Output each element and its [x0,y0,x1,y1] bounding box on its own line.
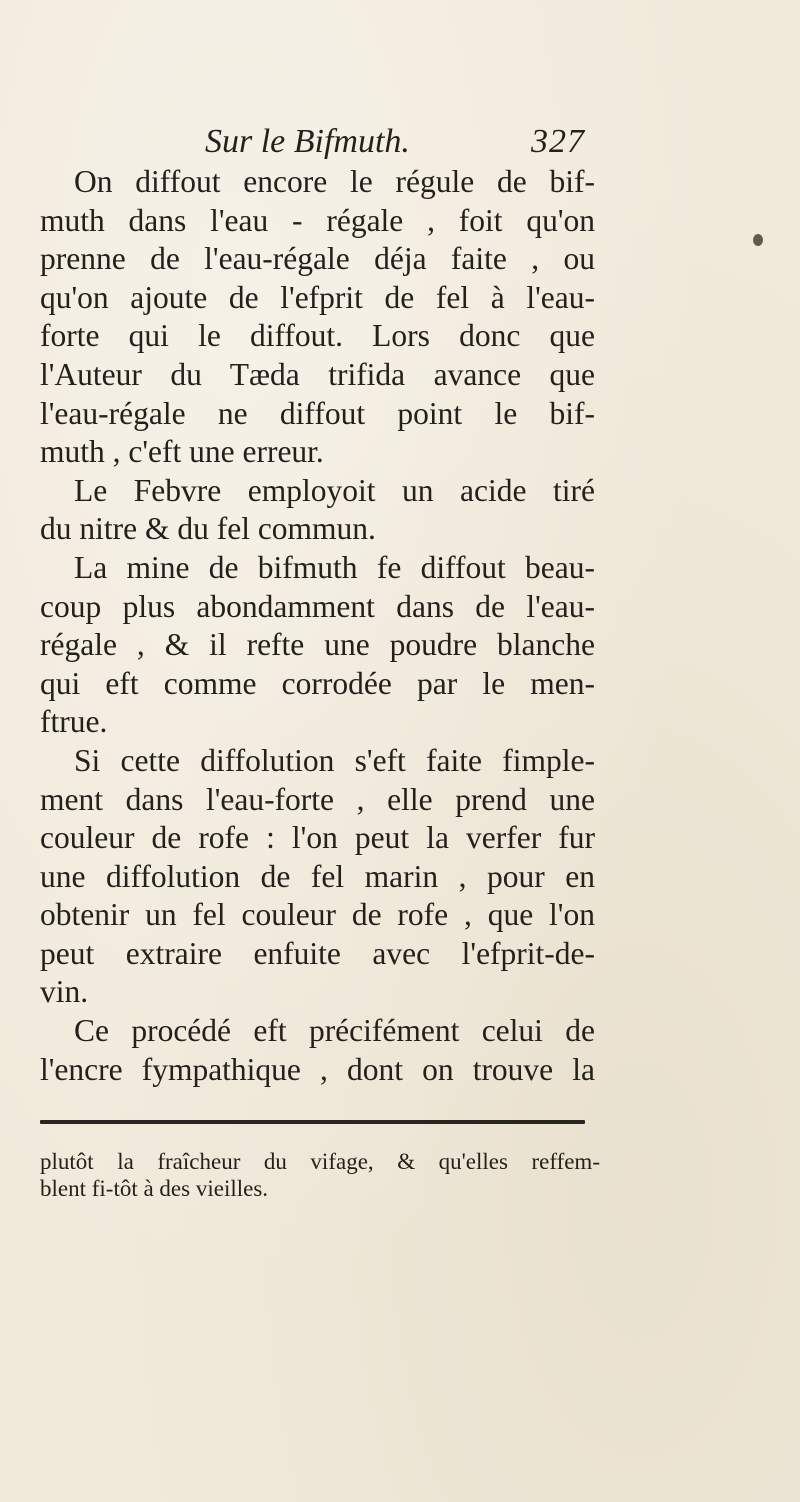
main-text [40,163,595,1089]
text-line: coup plus abondamment dans de l'eau- [40,588,595,624]
text-line: régale , & il refte une poudre blanche [40,627,595,663]
text-line: l'encre fympathique , dont on trouve la [40,1051,595,1087]
text-line: peut extraire enfuite avec l'efprit-de- [40,935,595,971]
footnote-line: plutôt la fraîcheur du vifage, & qu'elles reffem- [40,1149,600,1174]
text-line: Si cette diffolution s'eft faite fimple- [74,742,595,778]
text-line: prenne de l'eau-régale déja faite , ou [40,241,595,277]
text-line: qu'on ajoute de l'efprit de fel à l'eau- [40,279,595,315]
running-head [205,120,585,164]
text-line: couleur de rofe : l'on peut la verfer fur [40,820,595,856]
text-line: muth dans l'eau - régale , foit qu'on [40,202,595,238]
text-line: forte qui le diffout. Lors donc que [40,318,595,354]
running-title: Sur le Bifmuth. [205,123,410,160]
footnote [40,1148,600,1202]
text-line: l'eau-régale ne diffout point le bif- [40,395,595,431]
text-line: qui eft comme corrodée par le men- [40,665,595,701]
text-line: On diffout encore le régule de bif- [74,164,595,199]
page-number: 327 [531,123,585,160]
text-line: une diffolution de fel marin , pour en [40,858,595,894]
text-line: ftrue. [40,704,108,740]
text-line: ment dans l'eau-forte , elle prend une [40,781,595,817]
text-line: Le Febvre employoit un acide tiré [74,472,595,508]
ink-speck [753,234,763,246]
text-line: La mine de bifmuth fe diffout beau- [74,549,595,585]
text-line: du nitre & du fel commun. [40,511,376,547]
footnote-rule [40,1120,585,1124]
text-line: Ce procédé eft précifément celui de [74,1013,595,1049]
text-line: muth , c'eft une erreur. [40,434,324,470]
footnote-line: blent fi-tôt à des vieilles. [40,1176,269,1201]
text-line: vin. [40,974,89,1010]
text-line: l'Auteur du Tæda trifida avance que [40,356,595,392]
text-line: obtenir un fel couleur de rofe , que l'on [40,897,595,933]
